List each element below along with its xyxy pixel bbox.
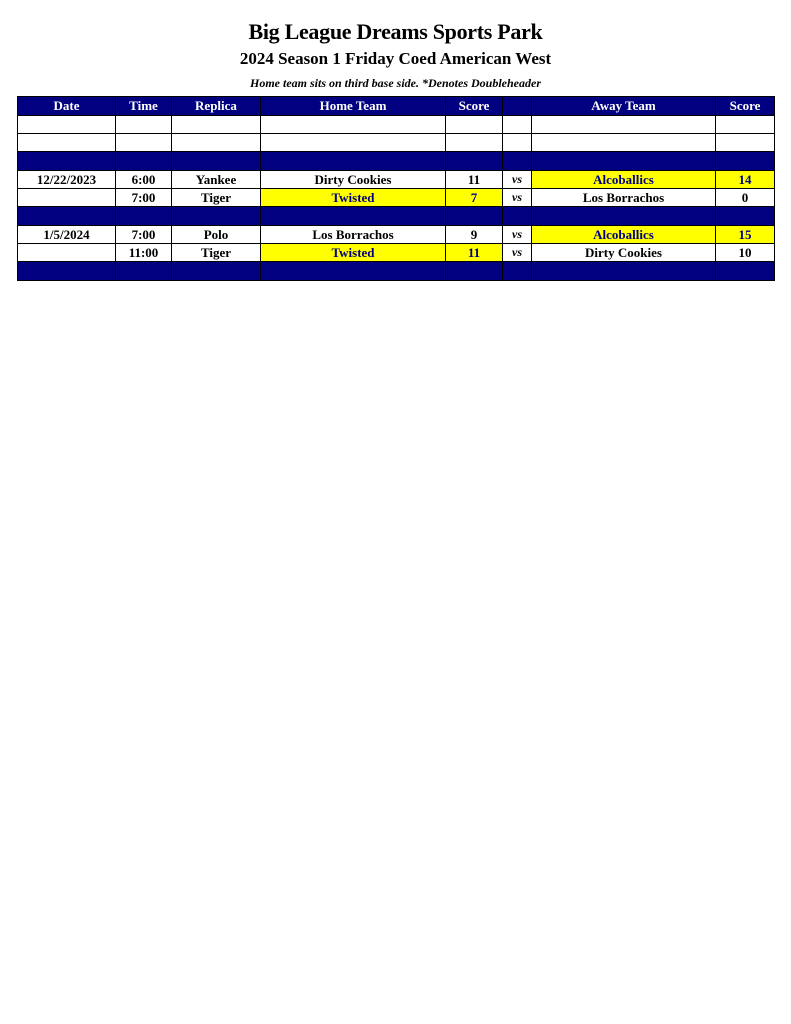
col-date-header: Date	[18, 97, 116, 116]
separator-cell	[716, 152, 775, 171]
vs-label: vs	[503, 189, 532, 207]
separator-cell	[116, 207, 172, 226]
away-score: 15	[716, 226, 775, 244]
empty-cell	[503, 116, 532, 134]
separator-cell	[261, 207, 446, 226]
home-score: 9	[446, 226, 503, 244]
game-row	[18, 226, 775, 244]
separator-row	[18, 262, 775, 281]
game-time: 11:00	[116, 244, 172, 262]
empty-cell	[446, 134, 503, 152]
away-team: Alcoballics	[532, 171, 716, 189]
col-away-team-header: Away Team	[532, 97, 716, 116]
home-score: 11	[446, 171, 503, 189]
blank-row	[18, 116, 775, 134]
home-team: Twisted	[261, 189, 446, 207]
vs-label: vs	[503, 244, 532, 262]
game-date	[18, 189, 116, 207]
game-replica: Polo	[172, 226, 261, 244]
home-score: 11	[446, 244, 503, 262]
vs-label: vs	[503, 171, 532, 189]
game-date	[18, 244, 116, 262]
empty-cell	[446, 116, 503, 134]
game-row	[18, 244, 775, 262]
empty-cell	[116, 134, 172, 152]
home-team: Dirty Cookies	[261, 171, 446, 189]
home-team: Los Borrachos	[261, 226, 446, 244]
empty-cell	[18, 116, 116, 134]
empty-cell	[172, 116, 261, 134]
separator-cell	[446, 262, 503, 281]
col-vs-header	[503, 97, 532, 116]
separator-cell	[716, 262, 775, 281]
game-row	[18, 171, 775, 189]
away-team: Alcoballics	[532, 226, 716, 244]
empty-cell	[503, 134, 532, 152]
separator-cell	[503, 207, 532, 226]
separator-row	[18, 207, 775, 226]
home-team: Twisted	[261, 244, 446, 262]
home-team-note: Home team sits on third base side. *Denotes Doubleheader	[250, 76, 541, 90]
game-replica: Tiger	[172, 244, 261, 262]
empty-cell	[261, 116, 446, 134]
col-replica-header: Replica	[172, 97, 261, 116]
empty-cell	[532, 116, 716, 134]
away-team: Los Borrachos	[532, 189, 716, 207]
separator-cell	[532, 262, 716, 281]
separator-cell	[172, 152, 261, 171]
page-title: Big League Dreams Sports Park	[248, 19, 543, 44]
away-score: 0	[716, 189, 775, 207]
game-replica: Tiger	[172, 189, 261, 207]
empty-cell	[716, 134, 775, 152]
schedule-table	[17, 96, 775, 281]
separator-cell	[172, 207, 261, 226]
empty-cell	[261, 134, 446, 152]
game-row	[18, 189, 775, 207]
separator-cell	[503, 262, 532, 281]
separator-cell	[18, 262, 116, 281]
empty-cell	[116, 116, 172, 134]
separator-cell	[261, 152, 446, 171]
away-score: 10	[716, 244, 775, 262]
separator-cell	[446, 207, 503, 226]
game-time: 7:00	[116, 226, 172, 244]
game-time: 6:00	[116, 171, 172, 189]
separator-cell	[18, 152, 116, 171]
blank-row	[18, 134, 775, 152]
empty-cell	[716, 116, 775, 134]
separator-cell	[446, 152, 503, 171]
header-row	[18, 97, 775, 116]
home-score: 7	[446, 189, 503, 207]
col-home-score-header: Score	[446, 97, 503, 116]
separator-cell	[172, 262, 261, 281]
separator-cell	[532, 207, 716, 226]
separator-cell	[716, 207, 775, 226]
col-away-score-header: Score	[716, 97, 775, 116]
vs-label: vs	[503, 226, 532, 244]
away-team: Dirty Cookies	[532, 244, 716, 262]
separator-cell	[116, 262, 172, 281]
separator-cell	[18, 207, 116, 226]
game-replica: Yankee	[172, 171, 261, 189]
game-date: 1/5/2024	[18, 226, 116, 244]
game-time: 7:00	[116, 189, 172, 207]
league-subtitle: 2024 Season 1 Friday Coed American West	[239, 49, 552, 68]
separator-cell	[532, 152, 716, 171]
separator-row	[18, 152, 775, 171]
separator-cell	[503, 152, 532, 171]
empty-cell	[18, 134, 116, 152]
empty-cell	[532, 134, 716, 152]
separator-cell	[116, 152, 172, 171]
away-score: 14	[716, 171, 775, 189]
empty-cell	[172, 134, 261, 152]
separator-cell	[261, 262, 446, 281]
col-home-team-header: Home Team	[261, 97, 446, 116]
game-date: 12/22/2023	[18, 171, 116, 189]
col-time-header: Time	[116, 97, 172, 116]
